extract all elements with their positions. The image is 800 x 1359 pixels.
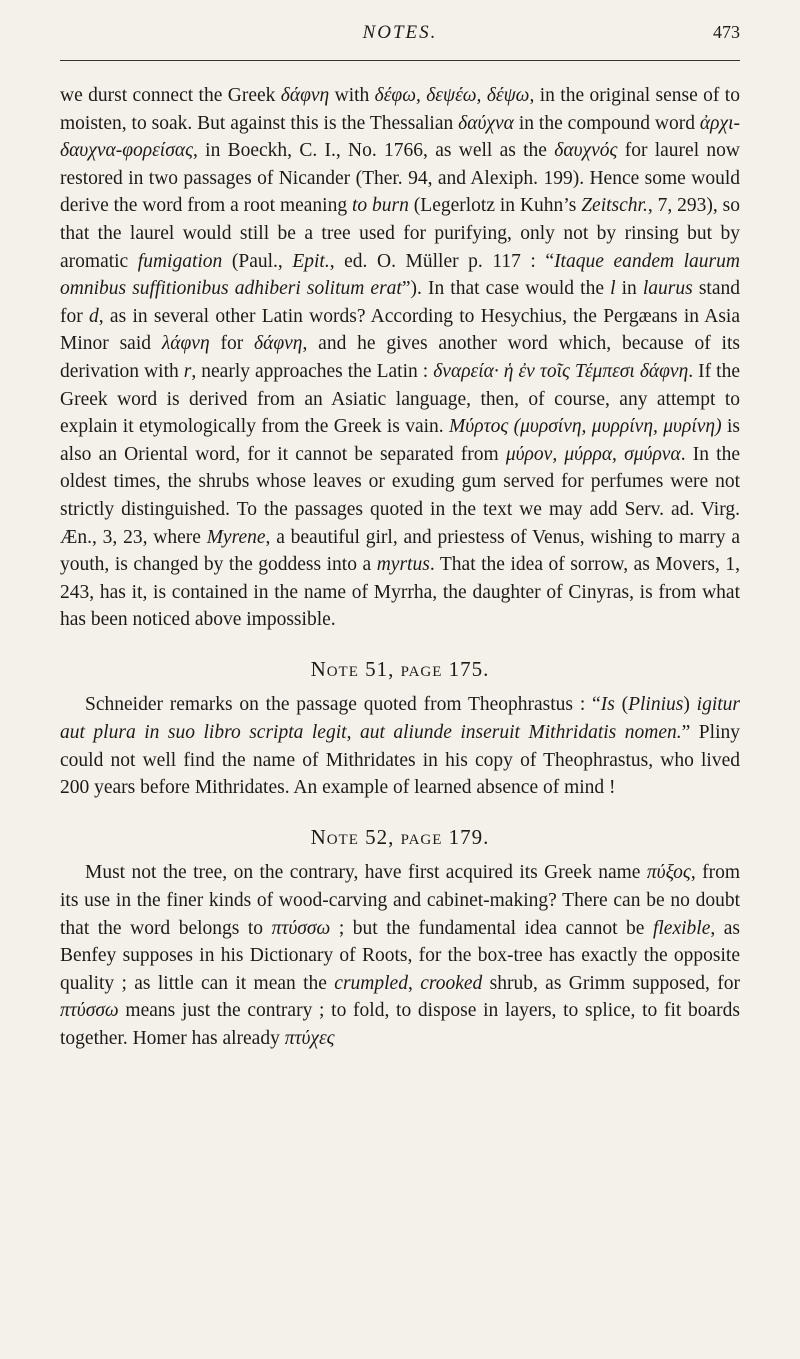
greek-phrase: μύρον, μύρρα, σμύρνα bbox=[505, 443, 681, 465]
italic-phrase: l bbox=[610, 278, 616, 300]
italic-phrase: flexible bbox=[652, 917, 711, 939]
text-run: , bbox=[407, 972, 421, 994]
greek-word: δάφνη bbox=[254, 333, 303, 355]
text-run: Schneider remarks on the passage quoted from Theophrastus : “ bbox=[85, 694, 601, 716]
italic-phrase: to burn bbox=[352, 195, 409, 217]
text-run: . If the Greek word is derived from an Asiatic language, then, of course, any attempt to explain it etymologically from the Greek is vain. bbox=[60, 360, 741, 438]
greek-word: δάφνη bbox=[280, 85, 330, 106]
text-run: is also an Oriental word, for it cannot be separated from bbox=[60, 416, 740, 465]
text-run: (Paul., bbox=[222, 250, 293, 272]
text-run: in bbox=[615, 278, 643, 300]
italic-phrase: r bbox=[183, 360, 192, 382]
greek-word: πτύσσω bbox=[60, 1000, 119, 1022]
italic-phrase: Myrene bbox=[206, 526, 266, 548]
latin-quote: igitur aut plura in suo libro scripta legit bbox=[60, 694, 740, 744]
text-run: Must not the tree, on the contrary, have first acquired its Greek name bbox=[85, 862, 647, 884]
text-run: with bbox=[329, 85, 375, 106]
greek-word: δαύχνα bbox=[458, 112, 514, 134]
italic-phrase: crumpled bbox=[334, 972, 408, 994]
greek-word: δέφω, δεψέω, δέψω bbox=[374, 85, 530, 106]
text-run: , in Boeckh, C. I., No. 1766, as well as the bbox=[192, 140, 555, 162]
italic-phrase: crooked bbox=[420, 972, 483, 994]
latin-quote: Plinius bbox=[628, 694, 684, 716]
text-run: , from its use in the finer kinds of wood-carving and cabinet-making? There can be no doubt that the word belongs to bbox=[60, 862, 741, 939]
greek-word: πτύσσω bbox=[271, 917, 331, 939]
greek-word: πύξος bbox=[646, 862, 691, 884]
text-run: , nearly approaches the Latin : bbox=[191, 360, 434, 382]
paragraph-continued bbox=[60, 82, 740, 634]
text-run: in the compound word bbox=[513, 112, 700, 134]
note-51-heading: Note 51, page 175. bbox=[310, 656, 490, 681]
text-run: , in the original sense of to moisten, to soak. But against this is the Thessalian bbox=[60, 85, 740, 134]
text-run: . In the oldest times, the shrubs whose leaves or exuding gum served for perfumes were not strictly distinguished. To the passages quoted in the text we may add Serv. ad. Virg. Æn., 3, 23, where bbox=[60, 443, 740, 548]
text-run: , as in several other Latin words? According to Hesychius, the Pergæans in Asia Minor said bbox=[60, 305, 740, 355]
text-run: shrub, as Grimm supposed, for bbox=[482, 972, 740, 994]
latin-quote: Itaque eandem laurum omnibus suffitionibus adhiberi solitum erat bbox=[60, 250, 740, 300]
page-body bbox=[60, 82, 740, 1053]
text-run: stand for bbox=[60, 278, 740, 327]
italic-phrase: Epit. bbox=[292, 250, 330, 272]
note-52-paragraph bbox=[60, 859, 740, 1052]
italic-phrase: fumigation bbox=[137, 250, 223, 272]
text-run: , ed. O. Müller p. 117 : “ bbox=[329, 250, 555, 272]
greek-phrase: δναρεία· ἡ ἐν τοῖς Τέμπεσι δάφνη bbox=[433, 360, 689, 382]
text-run: means just the contrary ; to fold, to dispose in layers, to splice, to fit boards together. Homer has already bbox=[60, 1000, 740, 1049]
text-run: for laurel now restored in two passages of Nicander (Ther. 94, and Alexiph. 199). Hence some would derive the word from a root meaning bbox=[60, 140, 741, 217]
page-header bbox=[60, 22, 740, 52]
italic-phrase: Zeitschr. bbox=[581, 195, 648, 217]
greek-word: πτύχες bbox=[284, 1028, 335, 1049]
text-run: (Legerlotz in Kuhn’s bbox=[408, 195, 582, 217]
text-run: , 7, 293), so that the laurel would still be a tree used for purifying, only not by rinsing but by aromatic bbox=[60, 195, 740, 272]
text-run: ( bbox=[614, 694, 629, 716]
text-run: ) bbox=[683, 694, 697, 716]
italic-phrase: myrtus bbox=[376, 554, 430, 576]
text-run: , a beautiful girl, and priestess of Venus, wishing to marry a youth, is changed by the goddess into a bbox=[60, 526, 740, 576]
running-title: NOTES. bbox=[362, 22, 438, 43]
italic-phrase: laurus bbox=[642, 278, 693, 300]
greek-phrase: Μύρτος (μυρσίνη, μυρρίνη, μυρίνη) bbox=[449, 416, 722, 438]
text-run: we durst connect the Greek bbox=[60, 85, 281, 106]
greek-word: ἀρχι-δαυχνα-φορείσας bbox=[60, 112, 741, 162]
latin-quote: Is bbox=[600, 694, 615, 716]
text-run: ”). In that case would the bbox=[401, 278, 611, 300]
text-run: , and he gives another word which, because of its derivation with bbox=[60, 333, 740, 382]
greek-word: λάφνη bbox=[161, 333, 210, 355]
note-52-heading: Note 52, page 179. bbox=[310, 824, 490, 849]
text-run: , bbox=[346, 722, 360, 744]
header-rule bbox=[60, 60, 740, 61]
note-51-paragraph bbox=[60, 691, 740, 801]
page-number: 473 bbox=[713, 22, 740, 42]
greek-word: δαυχνός bbox=[554, 140, 618, 162]
text-run: ; but the fundamental idea cannot be bbox=[330, 917, 653, 939]
latin-quote: aut aliunde inseruit Mithridatis nomen. bbox=[359, 722, 682, 744]
text-run: , as Benfey supposes in his Dictionary of Roots, for the box-tree has exactly the opposite quality ; as little can it mean the bbox=[60, 917, 741, 994]
text-run: . That the idea of sorrow, as Movers, 1, 243, has it, is contained in the name of Myrrha, the daughter of Cinyras, is from what has been noticed above impossible. bbox=[60, 554, 740, 631]
text-run: for bbox=[209, 333, 255, 355]
text-run: ” Pliny could not well find the name of Mithridates in his copy of Theophrastus, who lived 200 years before Mithridates. An example of learned absence of mind ! bbox=[60, 722, 740, 799]
italic-phrase: d bbox=[89, 305, 99, 327]
